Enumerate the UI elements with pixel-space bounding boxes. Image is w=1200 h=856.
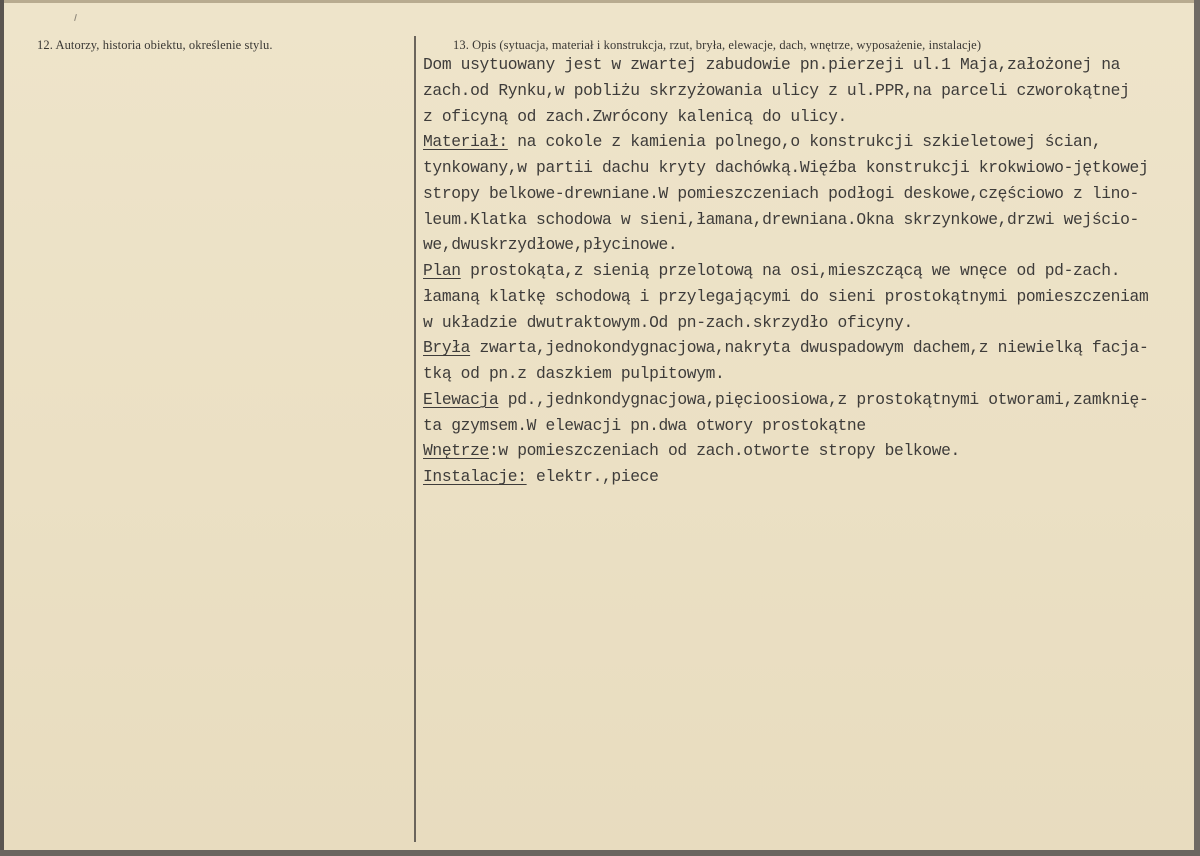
field-13-heading: 13. Opis (sytuacja, materiał i konstrukcja, rzut, bryła, elewacje, dach, wnętrze, wyposażenie, instalacje) <box>453 38 982 52</box>
typed-line <box>423 361 1195 387</box>
typed-text: Dom usytuowany jest w zwartej zabudowie pn.pierzeji ul.1 Maja,założonej na <box>423 55 1121 74</box>
typed-text: na cokole z kamienia polnego,o konstrukcji szkieletowej ścian, <box>507 132 1102 152</box>
typed-text: łamaną klatkę schodową i przylegającymi do sieni prostokątnymi pomieszczeniam <box>423 286 1149 306</box>
typed-line <box>423 232 1195 258</box>
card-bottom-edge <box>0 850 1200 856</box>
typed-text: elektr.,piece <box>526 467 659 486</box>
card-top-edge <box>0 0 1200 3</box>
typed-line <box>423 207 1195 233</box>
typed-text: ta gzymsem.W elewacji pn.dwa otwory prostokątne <box>423 415 866 435</box>
typed-text: w układzie dwutraktowym.Od pn-zach.skrzydło oficyny. <box>423 312 913 332</box>
typed-line <box>423 335 1195 361</box>
typed-line <box>423 387 1195 413</box>
field-12-heading: 12. Autorzy, historia obiektu, określenie stylu. <box>37 38 273 52</box>
typed-text: stropy belkowe-drewniane.W pomieszczeniach podłogi deskowe,częściowo z lino- <box>423 183 1139 203</box>
column-divider <box>414 36 416 842</box>
section-label: Bryła <box>423 338 471 358</box>
typed-line <box>423 258 1195 284</box>
section-label: Elewacja <box>423 389 499 409</box>
section-label: Instalacje: <box>423 467 527 486</box>
typed-text: zach.od Rynku,w pobliżu skrzyżowania ulicy z ul.PPR,na parceli czworokątnej <box>423 80 1130 100</box>
field-13-typed-description <box>423 52 1195 490</box>
typed-line <box>423 181 1195 207</box>
section-label: Materiał: <box>423 132 508 152</box>
typed-text: we,dwuskrzydłowe,płycinowe. <box>423 235 678 255</box>
pencil-mark <box>74 14 77 21</box>
typed-line <box>423 284 1195 310</box>
section-label: Wnętrze <box>423 441 489 461</box>
typed-line <box>423 129 1195 155</box>
typed-line <box>423 464 1195 490</box>
typed-text: pd.,jednkondygnacjowa,pięcioosiowa,z prostokątnymi otworami,zamknię- <box>498 389 1149 409</box>
typed-text: zwarta,jednokondygnacjowa,nakryta dwuspadowym dachem,z niewielką facja- <box>470 338 1149 358</box>
typed-text: tynkowany,w partii dachu kryty dachówką.Więźba konstrukcji krokwiowo-jętkowej <box>423 158 1149 177</box>
section-label: Plan <box>423 261 461 280</box>
typed-line <box>423 155 1195 181</box>
typed-text: tką od pn.z daszkiem pulpitowym. <box>423 364 725 383</box>
typed-line <box>423 438 1195 464</box>
typed-text: z oficyną od zach.Zwrócony kalenicą do ulicy. <box>423 106 847 126</box>
typed-text: prostokąta,z sienią przelotową na osi,mieszczącą we wnęce od pd-zach. <box>460 261 1121 280</box>
typed-line <box>423 78 1195 104</box>
typed-line <box>423 52 1195 78</box>
typed-line <box>423 413 1195 439</box>
card-left-edge <box>0 0 4 856</box>
typed-line <box>423 104 1195 130</box>
typed-line <box>423 310 1195 336</box>
typed-text: :w pomieszczeniach od zach.otworte stropy belkowe. <box>488 441 960 461</box>
typed-text: leum.Klatka schodowa w sieni,łamana,drewniana.Okna skrzynkowe,drzwi wejścio- <box>423 209 1139 229</box>
